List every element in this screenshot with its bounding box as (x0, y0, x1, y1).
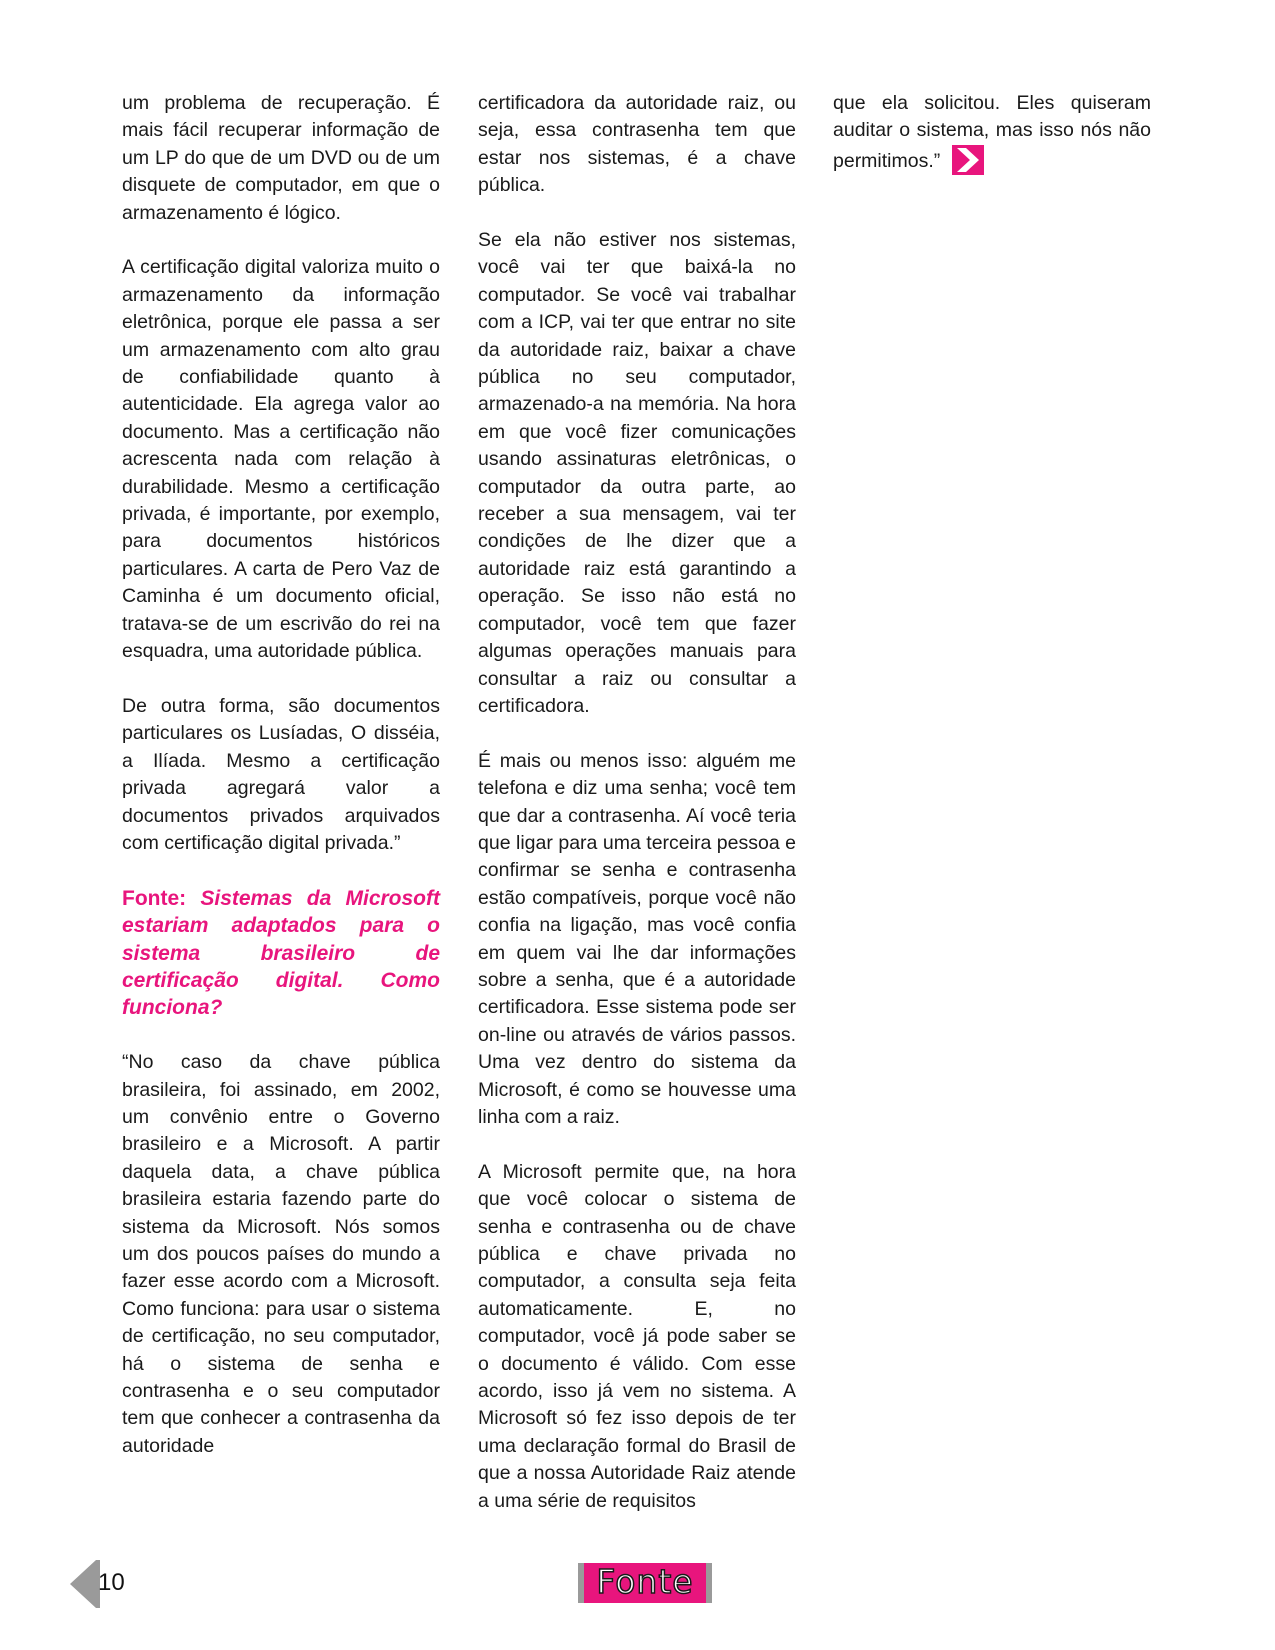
heading-lead: Fonte: (122, 886, 187, 910)
section-heading (122, 885, 440, 1022)
paragraph: De outra forma, são documentos particulares os Lusíadas, O disséia, a Ilíada. Mesmo a certificação privada agregará valor a documentos privados arquivados com certificação digital privada.” (122, 694, 440, 854)
fonte-logo (578, 1563, 712, 1603)
paragraph: certificadora da autoridade raiz, ou seja, essa contrasenha tem que estar nos sistemas, é a chave pública. (478, 92, 796, 197)
page-number-block (70, 1560, 160, 1608)
paragraph-text: que ela solicitou. Eles quiseram auditar o sistema, mas isso nós não permitimos.” (833, 92, 1151, 172)
arrow-right-icon (952, 145, 984, 175)
paragraph: A Microsoft permite que, na hora que você colocar o sistema de senha e contrasenha ou de chave pública e chave privada no computador, a consulta seja feita automaticamente. E, no computador, você já pode saber se o documento é válido. Com esse acordo, isso já vem no sistema. A Microsoft só fez isso depois de ter uma declaração formal do Brasil de que a nossa Autoridade Raiz atende a uma série de requisitos (478, 1160, 796, 1512)
column-3 (833, 90, 1151, 175)
paragraph: A certificação digital valoriza muito o armazenamento da informação eletrônica, porque ele passa a ser um armazenamento com alto grau de confiabilidade quanto à autenticidade. Ela agrega valor ao documento. Mas a certificação não acrescenta nada com relação à durabilidade. Mesmo a certificação privada, é importante, por exemplo, para documentos históricos particulares. A carta de Pero Vaz de Caminha é um documento oficial, tratava-se de um escrivão do rei na esquadra, uma autoridade pública. (122, 256, 440, 663)
column-1 (122, 90, 440, 1460)
paragraph: É mais ou menos isso: alguém me telefona e diz uma senha; você tem que dar a contrasenha. Aí você teria que ligar para uma terceira pessoa e confirmar se senha e contrasenha estão compatíveis, porque você não confia na ligação, mas você confia em quem vai lhe dar informações sobre a senha, que é a autoridade certificadora. Esse sistema pode ser on-line ou através de vários passos. Uma vez dentro do sistema da Microsoft, é como se houvesse uma linha com a raiz. (478, 749, 796, 1128)
paragraph-final (833, 90, 1151, 175)
paragraph: um problema de recuperação. É mais fácil recuperar informação de um LP do que de um DVD ou de um disquete de computador, em que o armazenamento é lógico. (122, 92, 440, 224)
logo-text: Fonte (596, 1562, 694, 1601)
column-2 (478, 90, 796, 1515)
heading-question: Sistemas da Microsoft estariam adaptados para o sistema brasileiro de certificação digital. Como funciona? (122, 886, 440, 1020)
paragraph: Se ela não estiver nos sistemas, você vai ter que baixá-la no computador. Se você vai trabalhar com a ICP, vai ter que entrar no site da autoridade raiz, baixar a chave pública no seu computador, armazenado-a na memória. Na hora em que você fizer comunicações usando assinaturas eletrônicas, o computador da outra parte, ao receber a sua mensagem, vai ter condições de lhe dizer que a autoridade raiz está garantindo a operação. Se isso não está no computador, você tem que fazer algumas operações manuais para consultar a raiz ou consultar a certificadora. (478, 229, 796, 717)
page-number: 10 (98, 1569, 125, 1596)
paragraph: “No caso da chave pública brasileira, foi assinado, em 2002, um convênio entre o Governo brasileiro e a Microsoft. A partir daquela data, a chave pública brasileira estaria fazendo parte do sistema da Microsoft. Nós somos um dos poucos países do mundo a fazer esse acordo com a Microsoft. Como funciona: para usar o sistema de certificação, no seu computador, há o sistema de senha e contrasenha e o seu computador tem que conhecer a contrasenha da autoridade (122, 1051, 440, 1457)
